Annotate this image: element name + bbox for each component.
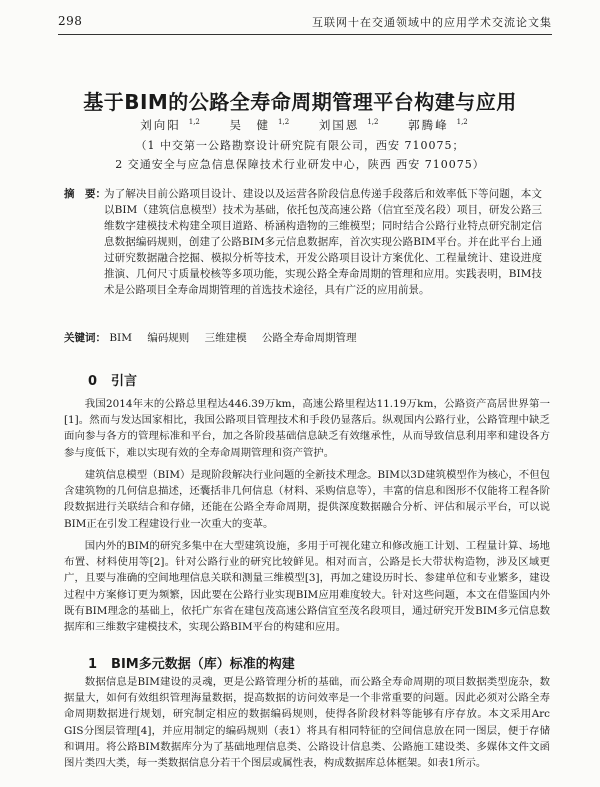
paper-title: 基于BIM的公路全寿命周期管理平台构建与应用 <box>83 90 517 114</box>
running-title: 互联网十在交通领域中的应用学术交流论文集 <box>312 16 552 29</box>
section-title: 引言 <box>111 374 138 389</box>
section-number: 0 <box>88 374 98 389</box>
body-paragraph: 我国2014年末的公路总里程达446.39万km，高速公路里程达11.19万km，公路资产高居世界第一[1]。然而与发达国家相比，我国公路项目管理技术和手段仍显落后。纵观国内公路行业，公路管理中缺乏面向参与各方的管理标准和平台，加之各阶段基础信息缺乏有效继承性，从而导致信息利用率和建设各方参与度低下，难以实现有效的全寿命周期管理和资产管护。 <box>64 398 550 459</box>
affiliation-1: （1 中交第一公路勘察设计研究院有限公司，西安 710075； <box>135 139 465 152</box>
body-paragraph: 建筑信息模型（BIM）是现阶段解决行业问题的全新技术理念。BIM以3D建筑模型作为核心，不但包含建筑物的几何信息描述，还囊括非几何信息（材料、采购信息等），丰富的信息和图形不仅能将工程各阶段数据进行关联结合和存储，还能在公路全寿命周期，提供深度数据融合分析、评估和展示平台，可以说BIM正在引发工程建设行业一次重大的变革。 <box>64 469 550 530</box>
keyword: 编码规则 <box>147 332 190 344</box>
body-paragraph: 国内外的BIM的研究多集中在大型建筑设施，多用于可视化建立和修改施工计划、工程量计算、场地布置、材料使用等[2]。针对公路行业的研究比较鲜见。相对而言，公路是长大带状构造物，涉及区域更广，且要与准确的空间地理信息关联和测量三维模型[3]，再加之建设历时长、参建单位和专业繁多，建设过程中方案修订更为频繁，因此要在公路行业实现BIM应用难度较大。针对这些问题，本文在借鉴国内外既有BIM理念的基础上，依托广东省在建包茂高速公路信宜至茂名段项目，通过研究开发BIM多元信息数据库和三维数字建模技术，实现公路BIM平台的构建和应用。 <box>64 540 550 634</box>
affiliation-2: 2 交通安全与应急信息保障技术行业研发中心，陕西 西安 710075） <box>115 158 485 171</box>
keyword: 三维建模 <box>204 332 247 344</box>
author: 吴 健 $^{1,2}$ <box>229 118 290 132</box>
body-paragraph: 数据信息是BIM建设的灵魂，更是公路管理分析的基础，而公路全寿命周期的项目数据类型庞杂，数据量大，如何有效组织管理海量数据，提高数据的访问效率是一个非常重要的问题。因此必须对公路全寿命周期数据进行规划，研究制定相应的数据编码规则，使得各阶段材料等能够有序存放。本文采用Arc GIS分图层管理[4]，并应用制定的编码规则（表1）将具有相同特征的空间信息放在同一图层，便于存储和调用。将公路BIM数据库分为了基础地理信息类、公路设计信息类、公路施工建设类、多媒体文件文函图片类四大类，每一类数据信息分若干个图层或属性表，构成数据库总体框架。如表1所示。 <box>64 676 550 770</box>
page-header <box>58 10 552 35</box>
section-heading <box>88 370 137 389</box>
keywords-label: 关键词： <box>64 332 106 344</box>
author: 郭腾峰 $^{1,2}$ <box>408 118 468 132</box>
abstract-text: 为了解决目前公路项目设计、建设以及运营各阶段信息传递手段落后和效率低下等问题，本文以BIM（建筑信息模型）技术为基础，依托包茂高速公路（信宜至茂名段）项目，研发公路三维数字建模技术构建全项目道路、桥涵构造物的三维模型；同时结合公路行业特点研究制定信息数据编码规则，创建了公路BIM多元信息数据库，首次实现公路BIM平台。并在此平台上通过研究数据融合挖掘、模拟分析等技术，开发公路项目设计方案优化、工程量统计、建设进度推演、几何尺寸质量校核等多项功能，实现公路全寿命周期的管理和应用。实践表明，BIM技术是公路项目全寿命周期管理的首选技术途径，具有广泛的应用前景。 <box>104 188 542 296</box>
section-number: 1 <box>88 657 98 672</box>
keyword: BIM <box>109 332 132 344</box>
section-title: BIM多元数据（库）标准的构建 <box>111 657 295 672</box>
section-heading <box>88 653 295 672</box>
author-list <box>40 117 560 133</box>
keywords <box>64 330 544 345</box>
abstract <box>60 186 542 298</box>
author: 刘向阳 $^{1,2}$ <box>140 118 200 132</box>
keyword: 公路全寿命周期管理 <box>262 332 357 344</box>
page-number: 298 <box>58 14 83 28</box>
abstract-label: 摘 要： <box>64 188 106 200</box>
author: 刘国恩 $^{1,2}$ <box>318 118 379 132</box>
